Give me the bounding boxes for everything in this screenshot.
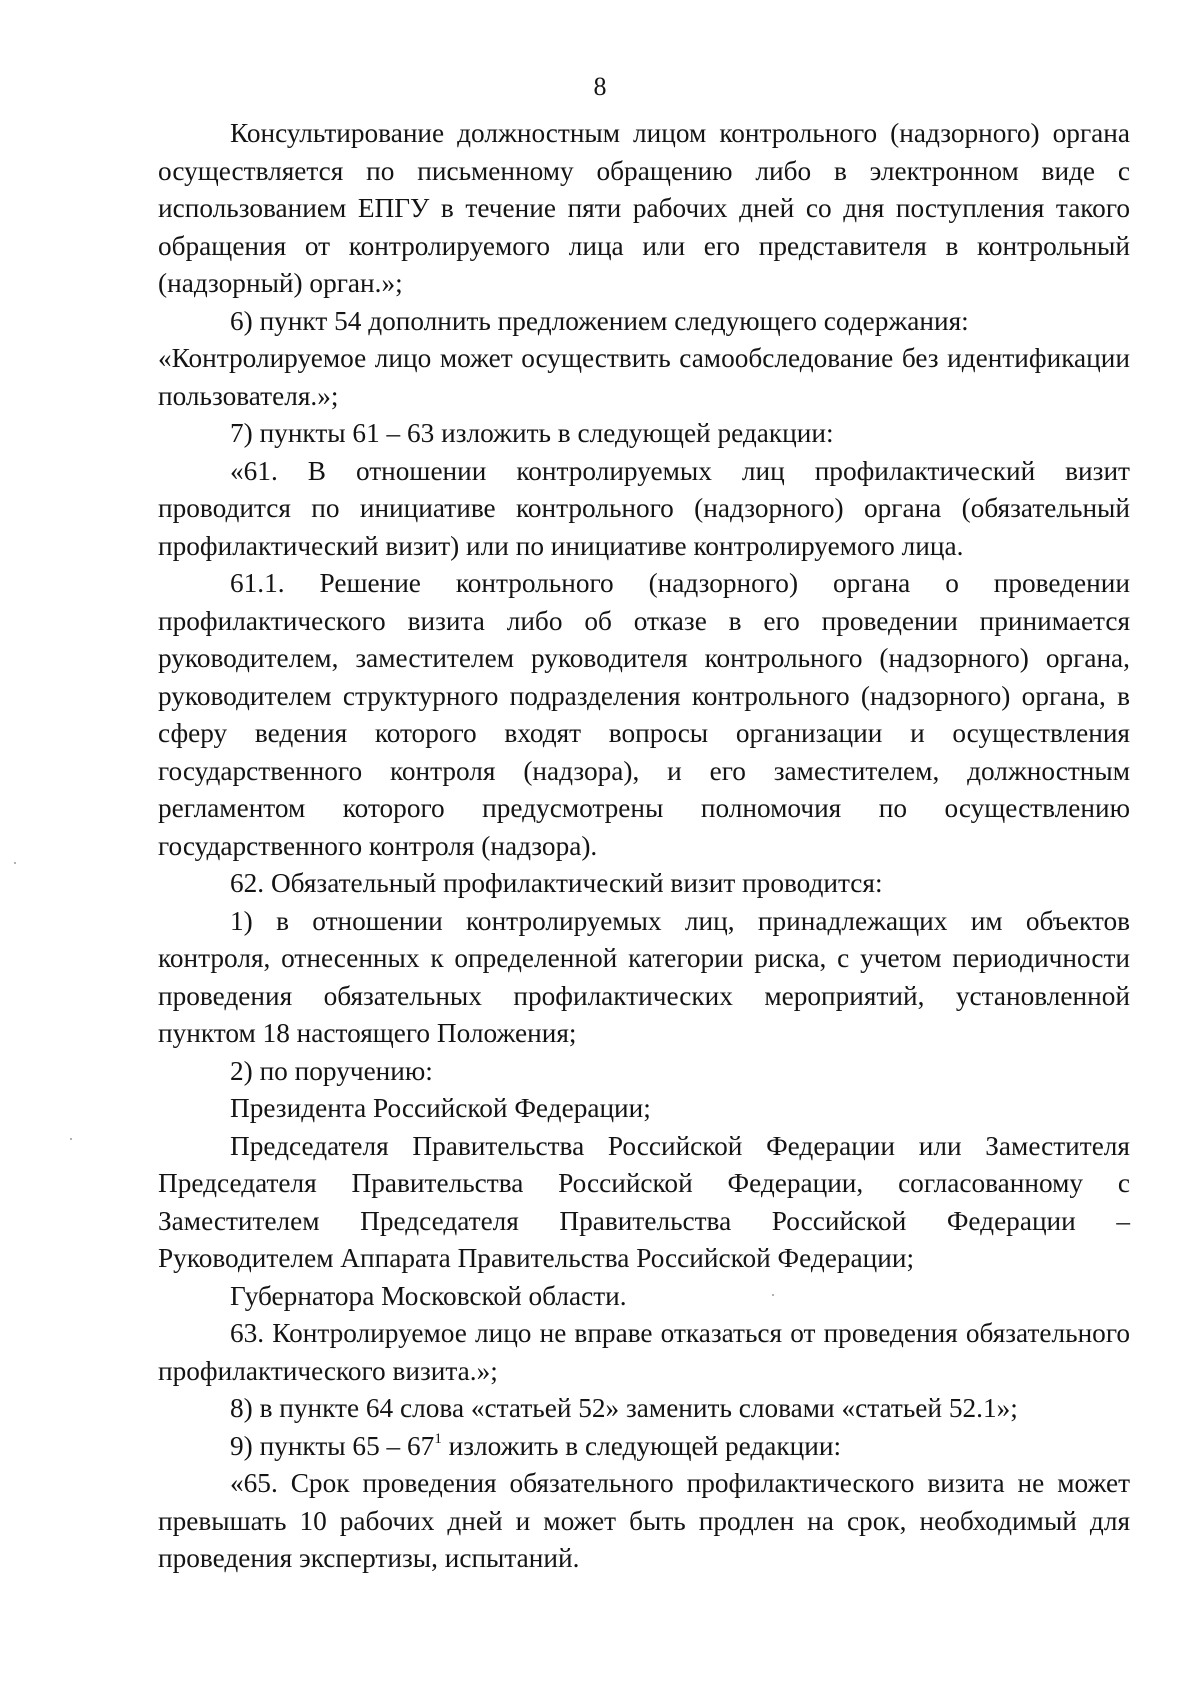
item-9-text-start: 9) пункты 65 – 67: [230, 1430, 435, 1461]
paragraph-point-65: «65. Срок проведения обязательного профилактического визита не может превышать 10 рабочих дней и может быть продлен на срок, необходимый для проведения экспертизы, испытаний.: [158, 1468, 1130, 1573]
paragraph-point-62-sub-2: 2) по поручению:: [230, 1055, 433, 1086]
paragraph-item-6: 6) пункт 54 дополнить предложением следующего содержания:: [230, 305, 969, 336]
superscript-one: 1: [434, 1430, 442, 1447]
paragraph-point-61-1: 61.1. Решение контрольного (надзорного) органа о проведении профилактического визита либо об отказе в его проведении принимается руководителем, заместителем руководителя контрольного (надзорного) органа, руководителем структурного подразделения контрольного (надзорного) органа, в сферу ведения которого входят вопросы организации и осуществления государственного контроля (надзора), и его заместителем, должностным регламентом которого предусмотрены полномочия по осуществлению государственного контроля (надзора).: [158, 568, 1130, 861]
paragraph-self-examination: «Контролируемое лицо может осуществить самообследование без идентификации пользователя.»;: [158, 343, 1130, 411]
scan-speck: [70, 1138, 72, 1140]
scan-speck: [14, 862, 16, 864]
paragraph-point-62-sub-1: 1) в отношении контролируемых лиц, принадлежащих им объектов контроля, отнесенных к определенной категории риска, с учетом периодичности проведения обязательных профилактических мероприятий, установленной пунктом 18 настоящего Положения;: [158, 905, 1130, 1048]
page-number: 8: [593, 72, 607, 101]
paragraph-government-chairman: Председателя Правительства Российской Федерации или Заместителя Председателя Правительства Российской Федерации, согласованному с Заместителем Председателя Правительства Российской Федерации – Руководителем Аппарата Правительства Российской Федерации;: [158, 1130, 1130, 1273]
paragraph-governor: Губернатора Московской области.: [230, 1280, 627, 1311]
paragraph-president: Президента Российской Федерации;: [230, 1093, 651, 1123]
paragraph-point-61: «61. В отношении контролируемых лиц профилактический визит проводится по инициативе контрольного (надзорного) органа (обязательный профилактический визит) или по инициативе контролируемого лица.: [158, 455, 1130, 561]
item-9-text-end: изложить в следующей редакции:: [441, 1430, 842, 1461]
scan-speck: [772, 1294, 774, 1296]
paragraph-point-63: 63. Контролируемое лицо не вправе отказаться от проведения обязательного профилактического визита.»;: [158, 1318, 1130, 1386]
paragraph-consultation: Консультирование должностным лицом контрольного (надзорного) органа осуществляется по письменному обращению либо в электронном виде с использованием ЕПГУ в течение пяти рабочих дней со дня поступления такого обращения от контролируемого лица или его представителя в контрольный (надзорный) орган.»;: [158, 118, 1130, 298]
paragraph-item-9: [158, 1428, 1130, 1466]
paragraph-item-7: 7) пункты 61 – 63 изложить в следующей редакции:: [230, 418, 834, 448]
paragraph-item-8: 8) в пункте 64 слова «статьей 52» заменить словами «статьей 52.1»;: [230, 1393, 1018, 1423]
paragraph-point-62: 62. Обязательный профилактический визит проводится:: [230, 868, 883, 898]
document-body: [158, 115, 1130, 1578]
